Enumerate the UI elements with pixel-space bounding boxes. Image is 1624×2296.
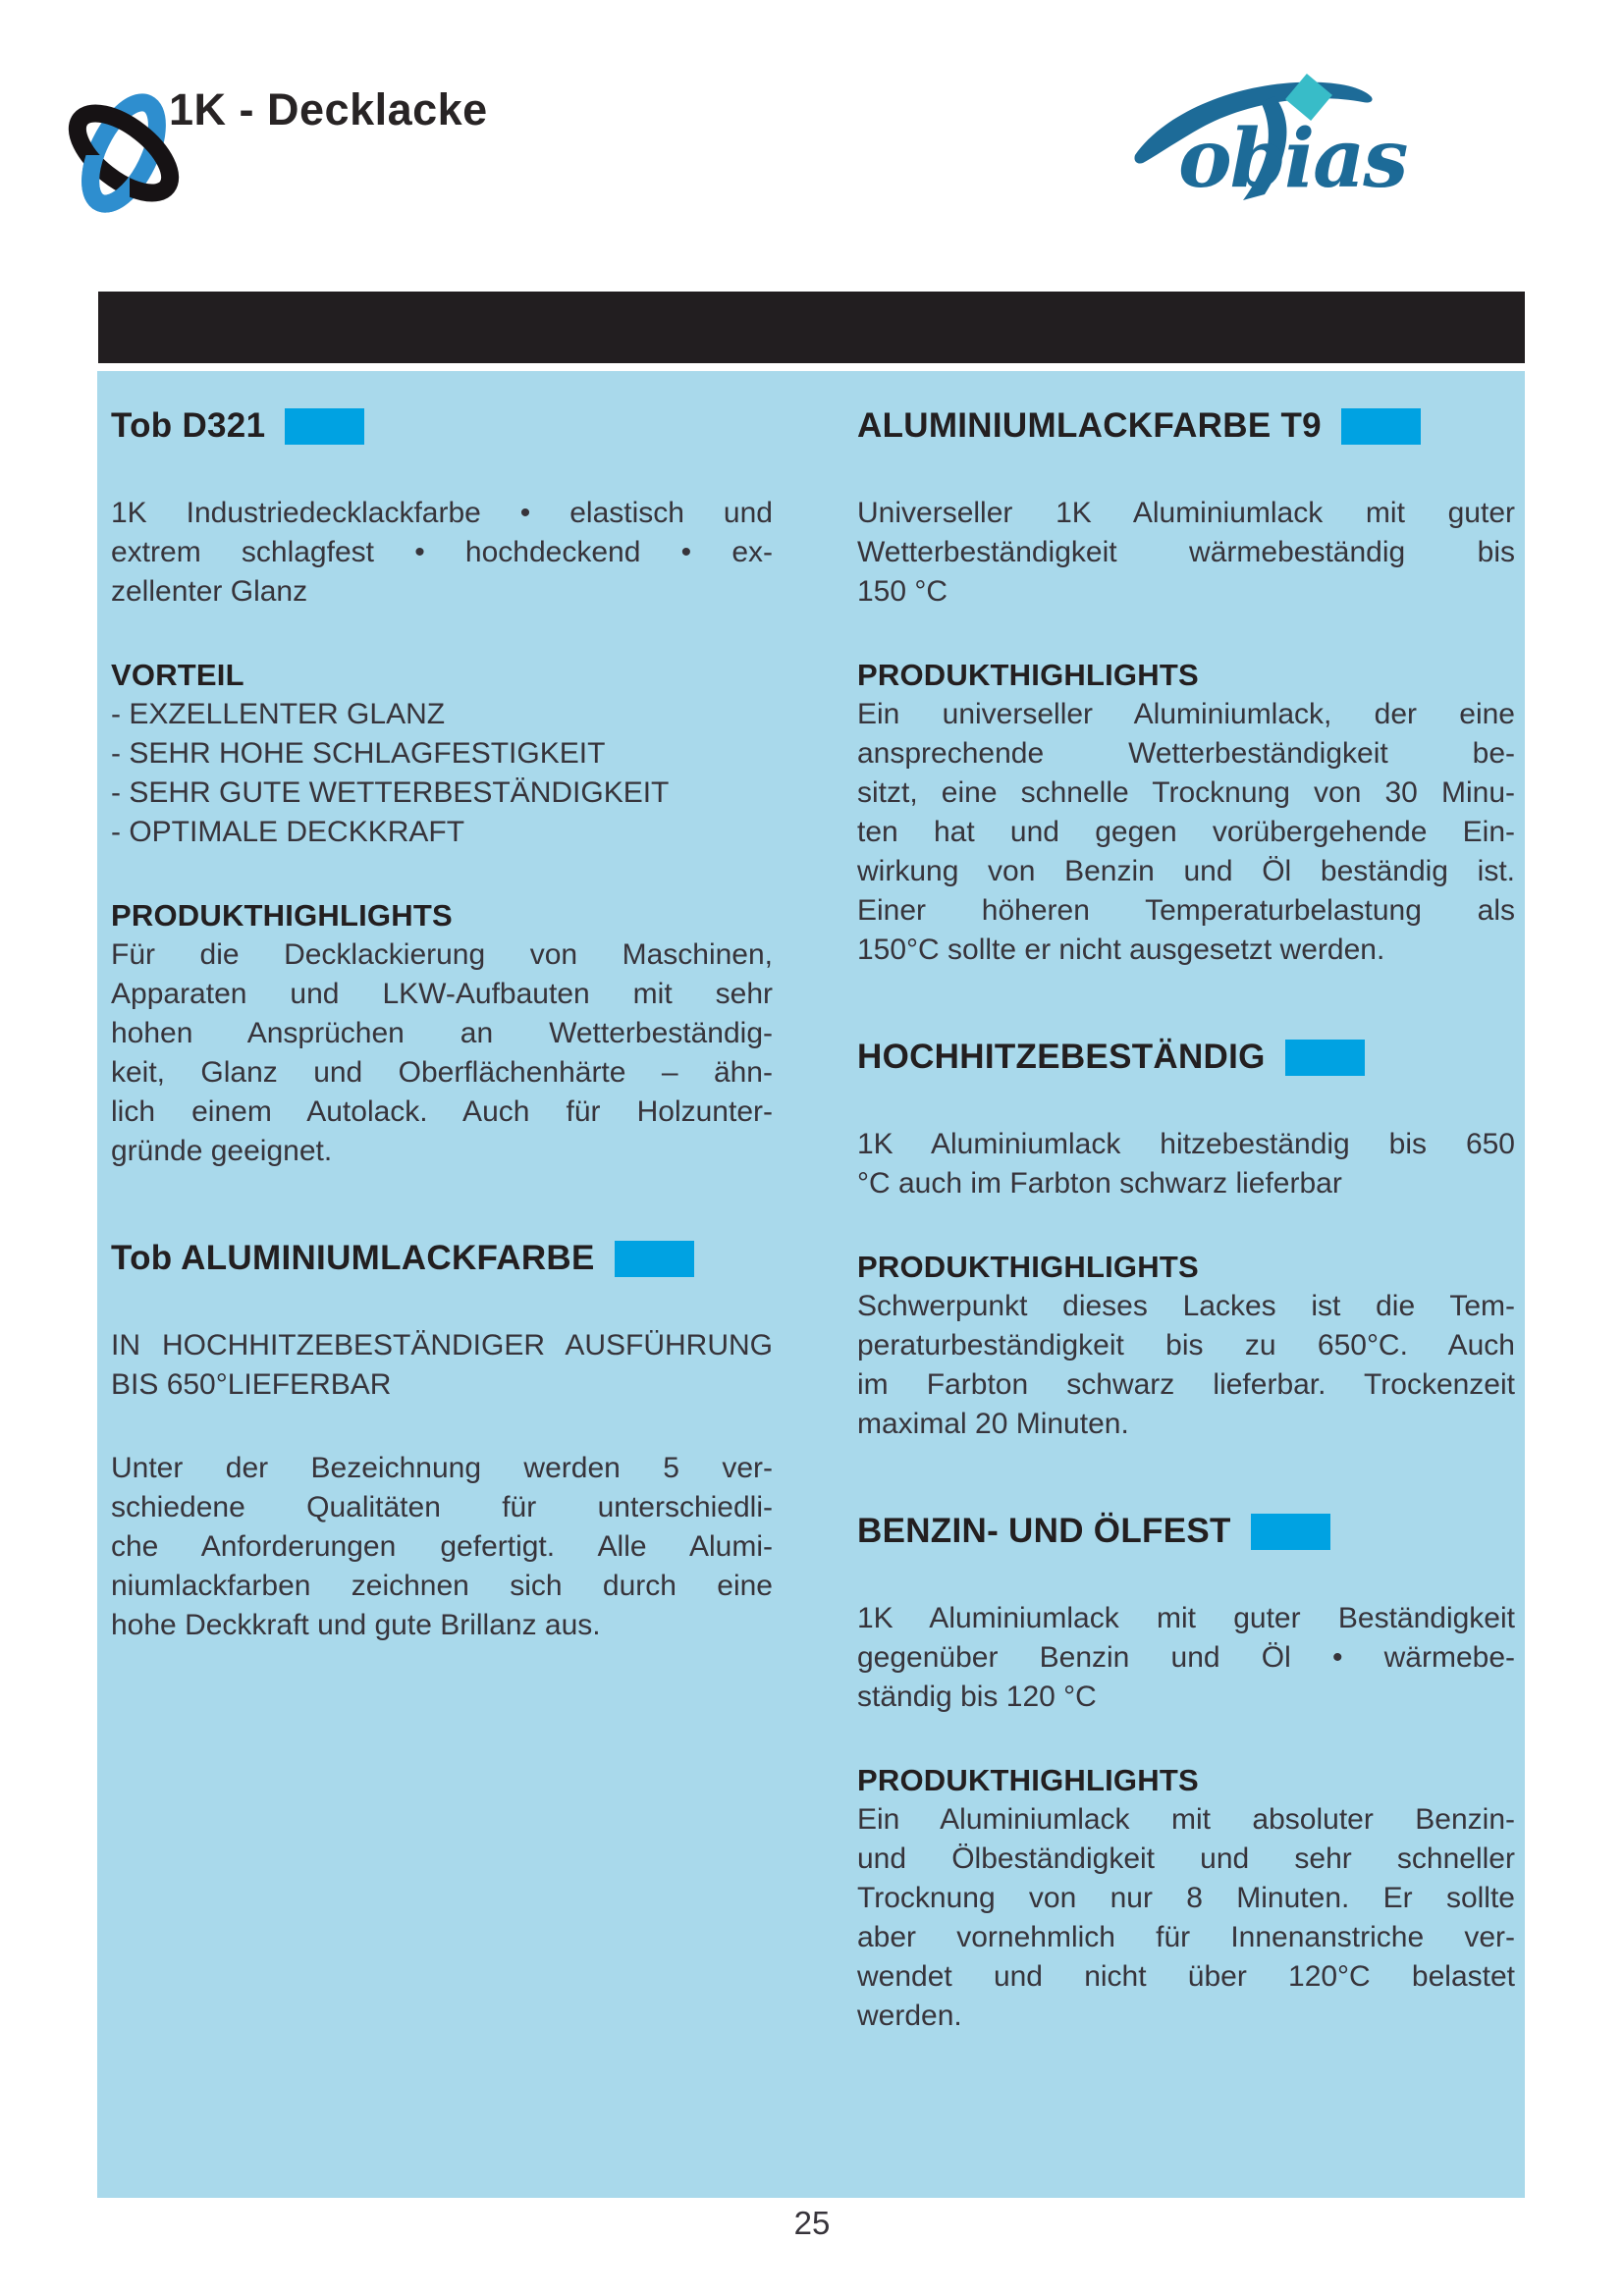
- text-block: [857, 1599, 1515, 1717]
- rings-logo-icon: [65, 82, 185, 222]
- section-heading-text: Tob D321: [111, 406, 266, 445]
- text-line: extrem schlagfest • hochdeckend • ex-: [111, 536, 773, 568]
- product-section: [111, 407, 773, 1171]
- text-line: peraturbeständigkeit bis zu 650°C. Auch: [857, 1329, 1515, 1362]
- text-line: zellenter Glanz: [111, 575, 308, 608]
- text-line: - OPTIMALE DECKKRAFT: [111, 816, 465, 848]
- text-block: [111, 1326, 773, 1405]
- text-line: Unter der Bezeichnung werden 5 ver-: [111, 1452, 773, 1484]
- page-title: 1K - Decklacke: [169, 84, 488, 134]
- divider-bar: [98, 292, 1525, 363]
- text-line: Ein Aluminiumlack mit absoluter Benzin-: [857, 1803, 1515, 1836]
- section-heading: [857, 1513, 1515, 1550]
- text-line: Trocknung von nur 8 Minuten. Er sollte: [857, 1882, 1515, 1914]
- text-line: maximal 20 Minuten.: [857, 1408, 1129, 1440]
- text-block: [111, 1449, 773, 1645]
- text-line: 150°C sollte er nicht ausgesetzt werden.: [857, 934, 1385, 966]
- product-section: [857, 407, 1515, 970]
- heading-color-badge: [615, 1241, 694, 1277]
- brand-wordmark: obias: [1178, 112, 1407, 206]
- text-line: im Farbton schwarz lieferbar. Trockenzeit: [857, 1368, 1515, 1401]
- text-line: sitzt, eine schnelle Trocknung von 30 Minu-: [857, 776, 1515, 809]
- product-section: [857, 1513, 1515, 2036]
- text-line: werden.: [857, 2000, 962, 2032]
- text-line: niumlackfarben zeichnen sich durch eine: [111, 1570, 773, 1602]
- text-line: Universeller 1K Aluminiumlack mit guter: [857, 497, 1515, 529]
- subheading: PRODUKTHIGHLIGHTS: [857, 658, 1199, 692]
- text-block: [857, 656, 1515, 970]
- section-heading: [111, 1240, 773, 1277]
- text-line: 1K Industriedecklackfarbe • elastisch und: [111, 497, 773, 529]
- text-line: °C auch im Farbton schwarz lieferbar: [857, 1167, 1342, 1200]
- text-line: - EXZELLENTER GLANZ: [111, 698, 446, 730]
- text-line: - SEHR HOHE SCHLAGFESTIGKEIT: [111, 737, 606, 770]
- text-line: keit, Glanz und Oberflächenhärte – ähn-: [111, 1056, 773, 1089]
- text-line: ansprechende Wetterbeständigkeit be-: [857, 737, 1515, 770]
- text-line: ständig bis 120 °C: [857, 1681, 1097, 1713]
- text-line: BIS 650°LIEFERBAR: [111, 1368, 392, 1401]
- text-line: Apparaten und LKW-Aufbauten mit sehr: [111, 978, 773, 1010]
- text-line: IN HOCHHITZEBESTÄNDIGER AUSFÜHRUNG: [111, 1329, 773, 1362]
- section-heading-text: ALUMINIUMLACKFARBE T9: [857, 406, 1322, 445]
- subheading: PRODUKTHIGHLIGHTS: [111, 898, 453, 933]
- product-section: [857, 1039, 1515, 1444]
- subheading: VORTEIL: [111, 658, 244, 692]
- subheading: PRODUKTHIGHLIGHTS: [857, 1763, 1199, 1797]
- brand-logo: [1127, 57, 1463, 222]
- heading-color-badge: [285, 408, 364, 445]
- text-line: hohen Ansprüchen an Wetterbeständig-: [111, 1017, 773, 1049]
- text-line: lich einem Autolack. Auch für Holzunter-: [111, 1095, 773, 1128]
- heading-color-badge: [1285, 1040, 1365, 1076]
- page-number: 25: [793, 2205, 831, 2241]
- text-line: 1K Aluminiumlack mit guter Beständigkeit: [857, 1602, 1515, 1634]
- text-line: gegenüber Benzin und Öl • wärmebe-: [857, 1641, 1515, 1674]
- text-line: schiedene Qualitäten für unterschiedli-: [111, 1491, 773, 1523]
- column-left: [111, 407, 773, 2198]
- section-heading-text: Tob ALUMINIUMLACKFARBE: [111, 1239, 595, 1277]
- section-heading-text: HOCHHITZEBESTÄNDIG: [857, 1038, 1266, 1076]
- heading-color-badge: [1251, 1514, 1330, 1550]
- text-block: [111, 656, 773, 852]
- text-line: 150 °C: [857, 575, 948, 608]
- text-line: wendet und nicht über 120°C belastet: [857, 1960, 1515, 1993]
- text-line: ten hat und gegen vorübergehende Ein-: [857, 816, 1515, 848]
- text-line: - SEHR GUTE WETTERBESTÄNDIGKEIT: [111, 776, 670, 809]
- text-block: [857, 1248, 1515, 1444]
- text-line: Einer höheren Temperaturbelastung als: [857, 894, 1515, 927]
- heading-color-badge: [1341, 408, 1421, 445]
- section-heading: [857, 1039, 1515, 1076]
- section-heading: [857, 407, 1515, 445]
- text-block: [111, 896, 773, 1171]
- text-line: 1K Aluminiumlack hitzebeständig bis 650: [857, 1128, 1515, 1160]
- text-block: [857, 1125, 1515, 1203]
- text-block: [111, 494, 773, 612]
- column-right: [857, 407, 1515, 2198]
- subheading: PRODUKTHIGHLIGHTS: [857, 1250, 1199, 1284]
- text-line: wirkung von Benzin und Öl beständig ist.: [857, 855, 1515, 887]
- section-heading-text: BENZIN- UND ÖLFEST: [857, 1512, 1231, 1550]
- section-heading: [111, 407, 773, 445]
- text-line: gründe geeignet.: [111, 1135, 333, 1167]
- text-line: Für die Decklackierung von Maschinen,: [111, 938, 773, 971]
- product-section: [111, 1240, 773, 1645]
- text-line: Wetterbeständigkeit wärmebeständig bis: [857, 536, 1515, 568]
- text-line: Schwerpunkt dieses Lackes ist die Tem-: [857, 1290, 1515, 1322]
- text-block: [857, 494, 1515, 612]
- text-line: che Anforderungen gefertigt. Alle Alumi-: [111, 1530, 773, 1563]
- text-line: aber vornehmlich für Innenanstriche ver-: [857, 1921, 1515, 1953]
- text-line: Ein universeller Aluminiumlack, der eine: [857, 698, 1515, 730]
- text-line: hohe Deckkraft und gute Brillanz aus.: [111, 1609, 601, 1641]
- text-block: [857, 1761, 1515, 2036]
- text-line: und Ölbeständigkeit und sehr schneller: [857, 1842, 1515, 1875]
- content-panel: [97, 371, 1525, 2198]
